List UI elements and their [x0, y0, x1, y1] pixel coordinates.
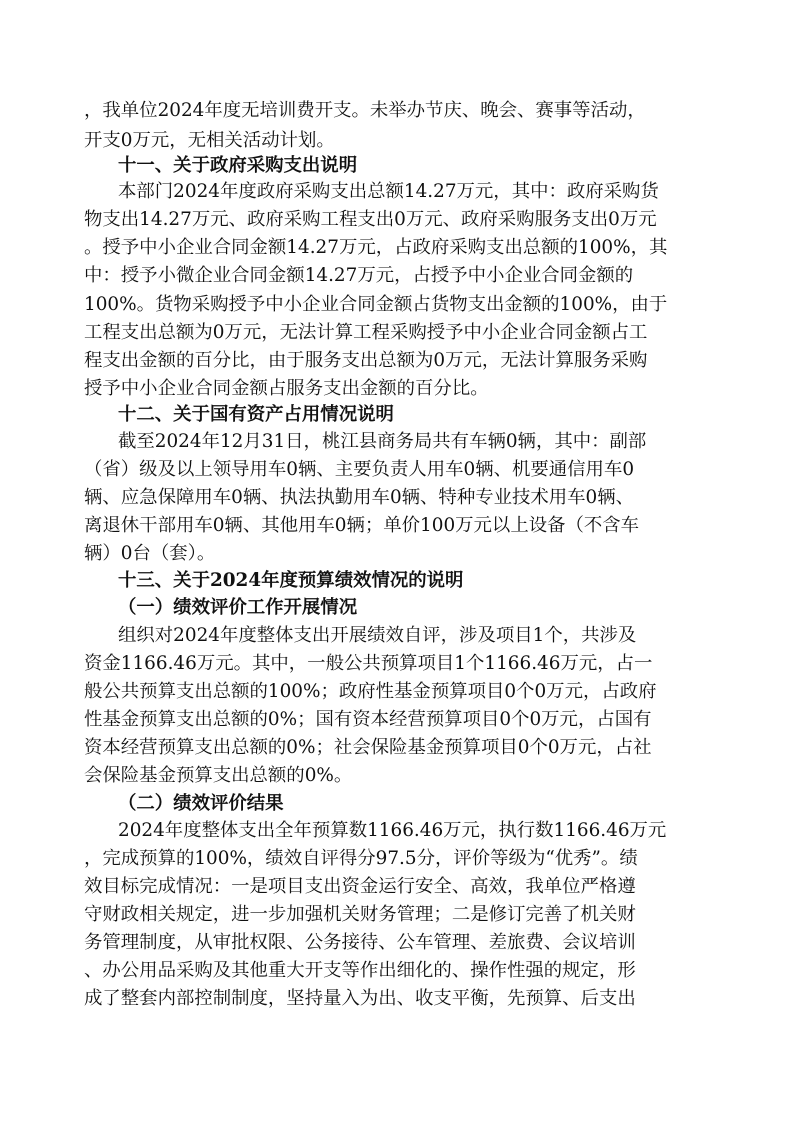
subsection-heading: （一）绩效评价工作开展情况	[118, 597, 358, 618]
paragraph-line: 截至2024年12月31日，桃江县商务局共有车辆0辆，其中：副部	[118, 431, 647, 452]
paragraph-line: 般公共预算支出总额的100%；政府性基金预算项目0个0万元，占政府	[84, 681, 657, 702]
paragraph-line: 辆）0台（套）。	[84, 543, 216, 564]
paragraph-line: 会保险基金预算支出总额的0%。	[84, 765, 353, 786]
paragraph-line: 。授予中小企业合同金额14.27万元，占政府采购支出总额的100%，其	[84, 237, 668, 258]
paragraph-line: （省）级及以上领导用车0辆、主要负责人用车0辆、机要通信用车0	[84, 459, 635, 480]
paragraph-line: 开支0万元，无相关活动计划。	[84, 130, 335, 151]
paragraph-line: 2024年度整体支出全年预算数1166.46万元，执行数1166.46万元	[118, 820, 667, 841]
paragraph-line: 组织对2024年度整体支出开展绩效自评，涉及项目1个，共涉及	[118, 625, 637, 646]
section-heading: 十一、关于政府采购支出说明	[118, 155, 358, 176]
paragraph-line: 中：授予小微企业合同金额14.27万元，占授予中小企业合同金额的	[84, 265, 634, 286]
section-heading: 十二、关于国有资产占用情况说明	[118, 404, 394, 425]
paragraph-line: 效目标完成情况：一是项目支出资金运行安全、高效，我单位严格遵	[84, 876, 636, 897]
paragraph-line: 离退休干部用车0辆、其他用车0辆；单价100万元以上设备（不含车	[84, 515, 640, 536]
paragraph-line: 资本经营预算支出总额的0%；社会保险基金预算项目0个0万元，占社	[84, 737, 652, 758]
paragraph-line: ，完成预算的100%，绩效自评得分97.5分，评价等级为“优秀”。绩	[84, 848, 638, 869]
paragraph-line: ，我单位2024年度无培训费开支。未举办节庆、晚会、赛事等活动，	[84, 100, 646, 121]
paragraph-line: 工程支出总额为0万元，无法计算工程采购授予中小企业合同金额占工	[84, 322, 648, 343]
paragraph-line: 性基金预算支出总额的0%；国有资本经营预算项目0个0万元，占国有	[84, 709, 652, 730]
paragraph-line: 物支出14.27万元、政府采购工程支出0万元、政府采购服务支出0万元	[84, 209, 657, 230]
paragraph-line: 程支出金额的百分比，由于服务支出总额为0万元，无法计算服务采购	[84, 350, 648, 371]
paragraph-line: 守财政相关规定，进一步加强机关财务管理；二是修订完善了机关财	[84, 904, 636, 925]
paragraph-line: 授予中小企业合同金额占服务支出金额的百分比。	[84, 378, 489, 399]
subsection-heading: （二）绩效评价结果	[118, 793, 284, 814]
paragraph-line: 辆、应急保障用车0辆、执法执勤用车0辆、特种专业技术用车0辆、	[84, 487, 635, 508]
paragraph-line: 成了整套内部控制制度，坚持量入为出、收支平衡，先预算、后支出	[84, 988, 636, 1009]
paragraph-line: 本部门2024年度政府采购支出总额14.27万元，其中：政府采购货	[118, 181, 659, 202]
paragraph-line: 资金1166.46万元。其中，一般公共预算项目1个1166.46万元，占一	[84, 653, 653, 674]
paragraph-line: 、办公用品采购及其他重大开支等作出细化的、操作性强的规定，形	[84, 960, 636, 981]
section-heading: 十三、关于2024年度预算绩效情况的说明	[118, 570, 464, 591]
paragraph-line: 务管理制度，从审批权限、公务接待、公车管理、差旅费、会议培训	[84, 932, 636, 953]
paragraph-line: 100%。货物采购授予中小企业合同金额占货物支出金额的100%，由于	[84, 294, 668, 315]
